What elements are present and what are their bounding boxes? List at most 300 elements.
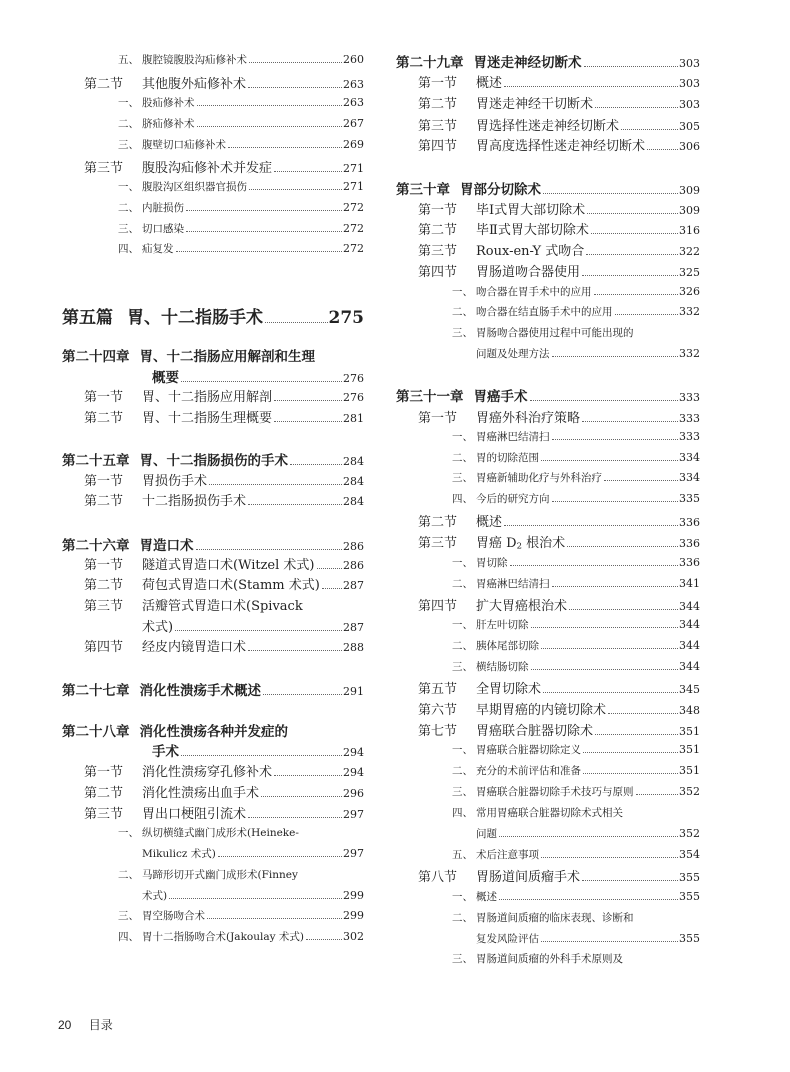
entry-label: 三、 [118, 139, 139, 151]
entry-label: 五、 [118, 54, 139, 66]
entry-page: 302 [343, 930, 364, 943]
toc-entry-sub[interactable] [62, 200, 364, 215]
leader-dots [274, 767, 342, 776]
leader-dots [186, 204, 342, 211]
entry-page: 325 [679, 266, 700, 279]
entry-label: 第三十一章 [396, 389, 464, 405]
entry-title: 概述 [476, 891, 497, 903]
toc-entry-sub[interactable] [62, 867, 364, 882]
entry-label: 第二节 [84, 411, 124, 426]
entry-title: 胃、十二指肠应用解剖 [142, 390, 273, 405]
entry-title: 横结肠切除 [476, 661, 529, 673]
entry-label: 第二十七章 [62, 683, 130, 699]
leader-dots [541, 642, 678, 649]
entry-title: 活瓣管式胃造口术(Spivack [142, 599, 303, 614]
entry-title: 复发风险评估 [476, 933, 539, 945]
entry-page: 333 [679, 430, 700, 443]
toc-entry-sec[interactable] [62, 782, 364, 801]
leader-dots [248, 642, 342, 651]
toc-entry-sec[interactable] [62, 407, 364, 426]
entry-page: 316 [679, 224, 700, 237]
entry-page: 309 [679, 204, 700, 217]
toc-entry-sub[interactable] [396, 617, 700, 632]
entry-label: 一、 [452, 286, 473, 298]
footer-label: 目录 [88, 1018, 113, 1032]
toc-entry-sec[interactable] [62, 636, 364, 655]
entry-label: 五、 [452, 849, 473, 861]
leader-dots [567, 538, 678, 547]
entry-page: 272 [343, 242, 364, 255]
toc-entry-sec[interactable] [396, 595, 700, 614]
toc-entry-sub[interactable] [62, 929, 364, 944]
entry-page: 260 [343, 53, 364, 66]
entry-page: 344 [679, 639, 700, 652]
entry-title: 胃损伤手术 [142, 474, 208, 489]
leader-dots [586, 246, 678, 255]
entry-title: 术式) [142, 890, 168, 902]
entry-page: 322 [679, 245, 700, 258]
entry-page: 299 [343, 889, 364, 902]
entry-label: 第一节 [84, 765, 124, 780]
entry-label: 一、 [452, 557, 473, 569]
entry-label: 一、 [118, 827, 139, 839]
entry-label: 四、 [118, 931, 139, 943]
entry-title-subscript: 2 [516, 540, 522, 551]
entry-title: 胃空肠吻合术 [142, 910, 205, 922]
entry-title: 胃迷走神经切断术 [473, 55, 582, 71]
leader-dots [197, 99, 343, 106]
toc-entry-sub[interactable] [396, 889, 700, 904]
entry-label: 第四节 [418, 139, 458, 154]
entry-label: 一、 [118, 97, 139, 109]
leader-dots [530, 392, 679, 401]
toc-entry-ch[interactable] [62, 345, 364, 365]
entry-label: 第一节 [418, 411, 458, 426]
entry-label: 第一节 [84, 390, 124, 405]
entry-title: 胃的切除范围 [476, 452, 539, 464]
leader-dots [317, 560, 343, 569]
toc-entry-sec[interactable] [62, 616, 364, 635]
entry-title: 胃癌 $D_2$ 根治术 [476, 536, 566, 551]
toc-entry-sub[interactable] [62, 179, 364, 194]
leader-dots [181, 373, 342, 382]
toc-entry-sub[interactable] [62, 116, 364, 131]
entry-label: 第三节 [418, 536, 458, 551]
entry-title: 胃肠道间质瘤的临床表现、诊断和 [476, 912, 634, 924]
entry-title: 胃癌联合脏器切除手术技巧与原则 [476, 786, 634, 798]
entry-page: 281 [343, 412, 364, 425]
entry-page: 309 [679, 184, 700, 197]
entry-page: 276 [343, 372, 364, 385]
entry-page: 263 [343, 78, 364, 91]
entry-label: 三、 [118, 223, 139, 235]
entry-page: 355 [679, 890, 700, 903]
toc-entry-sub[interactable] [396, 325, 700, 340]
toc-entry-sub[interactable] [396, 805, 700, 820]
toc-entry-ch[interactable] [396, 385, 700, 405]
entry-title: 问题及处理方法 [476, 348, 550, 360]
entry-label: 三、 [452, 327, 473, 339]
toc-entry-sub[interactable] [62, 52, 364, 67]
toc-entry-sec[interactable] [396, 699, 700, 718]
entry-page: 332 [679, 305, 700, 318]
leader-dots [249, 56, 342, 63]
entry-title: 手术 [152, 744, 179, 760]
entry-page: 269 [343, 138, 364, 151]
entry-page: 286 [343, 559, 364, 572]
toc-entry-ch[interactable] [396, 178, 700, 198]
toc-entry-sub[interactable] [396, 638, 700, 653]
entry-label: 第二节 [84, 786, 124, 801]
toc-entry-sub[interactable] [396, 284, 700, 299]
entry-page: 333 [679, 391, 700, 404]
leader-dots [504, 78, 678, 87]
entry-title: 消化性溃疡手术概述 [139, 683, 261, 699]
toc-entry-sec[interactable] [396, 720, 700, 739]
toc-entry-sec[interactable] [396, 261, 700, 280]
entry-title: 消化性溃疡穿孔修补术 [142, 765, 273, 780]
toc-entry-sec[interactable] [396, 93, 700, 112]
entry-title: 胃十二指肠吻合术(Jakoulay 术式) [142, 931, 304, 943]
toc-entry-ch[interactable] [62, 720, 364, 740]
leader-dots [248, 79, 342, 88]
toc-entry-sub[interactable] [62, 908, 364, 923]
entry-label: 第二十八章 [62, 724, 130, 740]
entry-page: 345 [679, 683, 700, 696]
entry-page: 336 [679, 537, 700, 550]
entry-title: 术后注意事项 [476, 849, 539, 861]
toc-entry-sub[interactable] [396, 826, 700, 841]
entry-title: 胃肠吻合器使用过程中可能出现的 [476, 327, 634, 339]
toc-entry-sub[interactable] [396, 659, 700, 674]
entry-title: 胃癌联合脏器切除定义 [476, 744, 581, 756]
leader-dots [263, 686, 342, 695]
entry-page: 336 [679, 516, 700, 529]
entry-page: 272 [343, 201, 364, 214]
toc-entry-sub[interactable] [396, 847, 700, 862]
toc-entry-ch[interactable] [62, 740, 364, 760]
toc-entry-sec[interactable] [396, 219, 700, 238]
entry-label: 第三节 [418, 119, 458, 134]
entry-title: 胃部分切除术 [460, 182, 541, 198]
leader-dots [274, 163, 342, 172]
entry-title: 扩大胃癌根治术 [476, 599, 568, 614]
entry-title: 马蹄形切开式幽门成形术(Finney [142, 869, 298, 881]
entry-page: 332 [679, 347, 700, 360]
entry-label: 二、 [118, 869, 139, 881]
entry-label: 二、 [452, 452, 473, 464]
entry-title: 毕Ⅱ式胃大部切除术 [476, 223, 589, 238]
leader-dots [181, 747, 342, 756]
toc-entry-sec[interactable] [62, 490, 364, 509]
toc-entry-sub[interactable] [62, 888, 364, 903]
entry-page: 287 [343, 621, 364, 634]
entry-page: 333 [679, 412, 700, 425]
leader-dots [228, 141, 342, 148]
entry-label: 一、 [452, 619, 473, 631]
entry-title: 胃肠道间质瘤的外科手术原则及 [476, 953, 623, 965]
leader-dots [274, 413, 342, 422]
leader-dots [647, 141, 678, 150]
entry-page: 303 [679, 77, 700, 90]
entry-page: 296 [343, 787, 364, 800]
toc-entry-sec[interactable] [62, 574, 364, 593]
entry-title: 腹股沟疝修补术并发症 [142, 161, 273, 176]
leader-dots [169, 892, 342, 899]
entry-title: 肝左叶切除 [476, 619, 529, 631]
entry-title: 胃、十二指肠手术 [127, 308, 263, 328]
entry-title: 毕Ⅰ式胃大部切除术 [476, 203, 586, 218]
leader-dots [595, 726, 678, 735]
entry-label: 第二节 [84, 494, 124, 509]
leader-dots [510, 559, 679, 566]
toc-entry-sub[interactable] [62, 241, 364, 256]
leader-dots [248, 809, 342, 818]
leader-dots [595, 99, 678, 108]
entry-label: 第二节 [84, 77, 124, 92]
entry-label: 一、 [452, 431, 473, 443]
toc-entry-sub[interactable] [396, 555, 700, 570]
toc-entry-sub[interactable] [396, 763, 700, 778]
leader-dots [552, 433, 679, 440]
toc-entry-sec[interactable] [396, 72, 700, 91]
entry-label: 三、 [118, 910, 139, 922]
entry-label: 二、 [452, 640, 473, 652]
entry-label: 第八节 [418, 870, 458, 885]
entry-label: 三、 [452, 472, 473, 484]
toc-entry-part[interactable] [62, 303, 364, 328]
toc-entry-sec[interactable] [396, 532, 700, 551]
leader-dots [209, 476, 342, 485]
toc-entry-sub[interactable] [62, 221, 364, 236]
leader-dots [541, 935, 678, 942]
leader-dots [584, 58, 679, 67]
toc-entry-sub[interactable] [62, 95, 364, 110]
toc-entry-sub[interactable] [396, 742, 700, 757]
entry-page: 355 [679, 871, 700, 884]
toc-entry-sec[interactable] [396, 678, 700, 697]
leader-dots [175, 622, 342, 631]
entry-label: 二、 [452, 578, 473, 590]
toc-entry-sub[interactable] [396, 470, 700, 485]
entry-title: 常用胃癌联合脏器切除术式相关 [476, 807, 623, 819]
leader-dots [499, 830, 678, 837]
entry-label: 第二节 [418, 97, 458, 112]
entry-label: 第四节 [418, 599, 458, 614]
entry-page: 352 [679, 785, 700, 798]
toc-entry-sec[interactable] [62, 470, 364, 489]
leader-dots [583, 746, 678, 753]
leader-dots [261, 788, 342, 797]
toc-entry-ch[interactable] [62, 449, 364, 469]
entry-title: 早期胃癌的内镜切除术 [476, 703, 607, 718]
leader-dots [306, 933, 342, 940]
toc-entry-sec[interactable] [62, 761, 364, 780]
entry-page: 334 [679, 451, 700, 464]
entry-title: 胃、十二指肠损伤的手术 [139, 453, 288, 469]
toc-entry-sub[interactable] [396, 784, 700, 799]
entry-label: 二、 [118, 118, 139, 130]
toc-entry-sub[interactable] [396, 931, 700, 946]
toc-entry-sub[interactable] [62, 846, 364, 861]
entry-title: 胃高度选择性迷走神经切断术 [476, 139, 646, 154]
entry-title: 纵切横缝式幽门成形术(Heineke- [142, 827, 299, 839]
leader-dots [531, 621, 679, 628]
entry-title: 胃癌淋巴结清扫 [476, 431, 550, 443]
toc-entry-sub[interactable] [396, 450, 700, 465]
entry-title: 隧道式胃造口术(Witzel 术式) [142, 558, 315, 573]
entry-title: 脐疝修补术 [142, 118, 195, 130]
entry-page: 294 [343, 746, 364, 759]
entry-page: 352 [679, 827, 700, 840]
entry-label: 二、 [118, 202, 139, 214]
entry-page: 344 [679, 600, 700, 613]
entry-page: 326 [679, 285, 700, 298]
entry-label: 二、 [452, 765, 473, 777]
leader-dots [569, 601, 678, 610]
toc-entry-sec[interactable] [62, 554, 364, 573]
entry-title: 胃癌新辅助化疗与外科治疗 [476, 472, 602, 484]
leader-dots [583, 767, 678, 774]
toc-entry-sub[interactable] [396, 910, 700, 925]
entry-page: 263 [343, 96, 364, 109]
toc-entry-sub[interactable] [396, 951, 700, 966]
entry-title: 术式) [142, 620, 174, 635]
entry-label: 四、 [118, 243, 139, 255]
entry-label: 三、 [452, 786, 473, 798]
entry-page: 267 [343, 117, 364, 130]
toc-entry-sub[interactable] [62, 137, 364, 152]
entry-title: 股疝修补术 [142, 97, 195, 109]
leader-dots [541, 454, 678, 461]
toc-entry-sub[interactable] [396, 429, 700, 444]
toc-entry-ch[interactable] [62, 534, 364, 554]
leader-dots [582, 872, 678, 881]
toc-entry-sec[interactable] [396, 240, 700, 259]
leader-dots [541, 851, 678, 858]
toc-entry-sec[interactable] [396, 199, 700, 218]
entry-page: 341 [679, 577, 700, 590]
toc-entry-sec[interactable] [396, 511, 700, 530]
entry-title: 疝复发 [142, 243, 174, 255]
leader-dots [582, 267, 678, 276]
entry-title: Mikulicz 术式) [142, 848, 216, 860]
entry-page: 306 [679, 140, 700, 153]
leader-dots [197, 120, 343, 127]
entry-page: 335 [679, 492, 700, 505]
entry-title: 胃、十二指肠生理概要 [142, 411, 273, 426]
entry-page: 351 [679, 725, 700, 738]
entry-page: 294 [343, 766, 364, 779]
toc-entry-ch[interactable] [62, 366, 364, 386]
entry-title: 问题 [476, 828, 497, 840]
entry-page: 299 [343, 909, 364, 922]
entry-page: 351 [679, 743, 700, 756]
entry-label: 第三十章 [396, 182, 450, 198]
toc-entry-sec[interactable] [396, 135, 700, 154]
toc-entry-sec[interactable] [62, 595, 364, 614]
toc-entry-ch[interactable] [62, 679, 364, 699]
entry-label: 第一节 [418, 203, 458, 218]
toc-entry-sec[interactable] [62, 73, 364, 92]
entry-page: 348 [679, 704, 700, 717]
entry-title: 胃肠道间质瘤手术 [476, 870, 581, 885]
entry-title: 经皮内镜胃造口术 [142, 640, 247, 655]
entry-label: 第三节 [84, 161, 124, 176]
toc-entry-sec[interactable] [62, 157, 364, 176]
entry-page: 272 [343, 222, 364, 235]
toc-entry-sec[interactable] [396, 115, 700, 134]
entry-page: 291 [343, 685, 364, 698]
leader-dots [552, 350, 679, 357]
entry-page: 336 [679, 556, 700, 569]
entry-title: 概述 [476, 515, 503, 530]
entry-label: 四、 [452, 493, 473, 505]
entry-title: 腹股沟区组织器官损伤 [142, 181, 247, 193]
leader-dots [274, 392, 342, 401]
toc-entry-sub[interactable] [396, 491, 700, 506]
leader-dots [249, 183, 342, 190]
entry-label: 第六节 [418, 703, 458, 718]
toc-entry-ch[interactable] [396, 51, 700, 71]
page-number: 20 [58, 1018, 72, 1032]
entry-page: 351 [679, 764, 700, 777]
entry-page: 303 [679, 98, 700, 111]
entry-page: 284 [343, 455, 364, 468]
leader-dots [290, 456, 342, 465]
toc-entry-sec[interactable] [62, 386, 364, 405]
toc-entry-sub[interactable] [62, 825, 364, 840]
page-footer [58, 1016, 113, 1033]
entry-label: 第五篇 [62, 308, 113, 328]
leader-dots [248, 496, 342, 505]
leader-dots [499, 893, 678, 900]
entry-title: 胃肠道吻合器使用 [476, 265, 581, 280]
entry-title: 其他腹外疝修补术 [142, 77, 247, 92]
entry-page: 297 [343, 847, 364, 860]
entry-title: 胃出口梗阻引流术 [142, 807, 247, 822]
entry-title: 胃癌联合脏器切除术 [476, 724, 594, 739]
leader-dots [591, 225, 678, 234]
entry-title: 胃迷走神经干切断术 [476, 97, 594, 112]
entry-label: 第二节 [418, 515, 458, 530]
entry-page: 284 [343, 495, 364, 508]
toc-entry-sec[interactable] [396, 866, 700, 885]
entry-title: 消化性溃疡出血手术 [142, 786, 260, 801]
entry-page: 355 [679, 932, 700, 945]
entry-page: 271 [343, 180, 364, 193]
toc-entry-sub[interactable] [396, 576, 700, 591]
entry-title: 切口感染 [142, 223, 184, 235]
toc-entry-sub[interactable] [396, 304, 700, 319]
leader-dots [196, 541, 343, 550]
entry-title: 全胃切除术 [476, 682, 542, 697]
entry-page: 286 [343, 540, 364, 553]
entry-label: 第三节 [84, 807, 124, 822]
toc-entry-sec[interactable] [62, 803, 364, 822]
entry-title-rest: 根治术 [521, 536, 566, 551]
entry-page: 271 [343, 162, 364, 175]
entry-title: 充分的术前评估和准备 [476, 765, 581, 777]
leader-dots [552, 580, 679, 587]
toc-entry-sub[interactable] [396, 346, 700, 361]
entry-label: 第二十九章 [396, 55, 464, 71]
entry-label: 第二十六章 [62, 538, 130, 554]
entry-label: 第二节 [418, 223, 458, 238]
toc-entry-sec[interactable] [396, 407, 700, 426]
entry-title: 消化性溃疡各种并发症的 [139, 724, 288, 740]
entry-title: 荷包式胃造口术(Stamm 术式) [142, 578, 320, 593]
